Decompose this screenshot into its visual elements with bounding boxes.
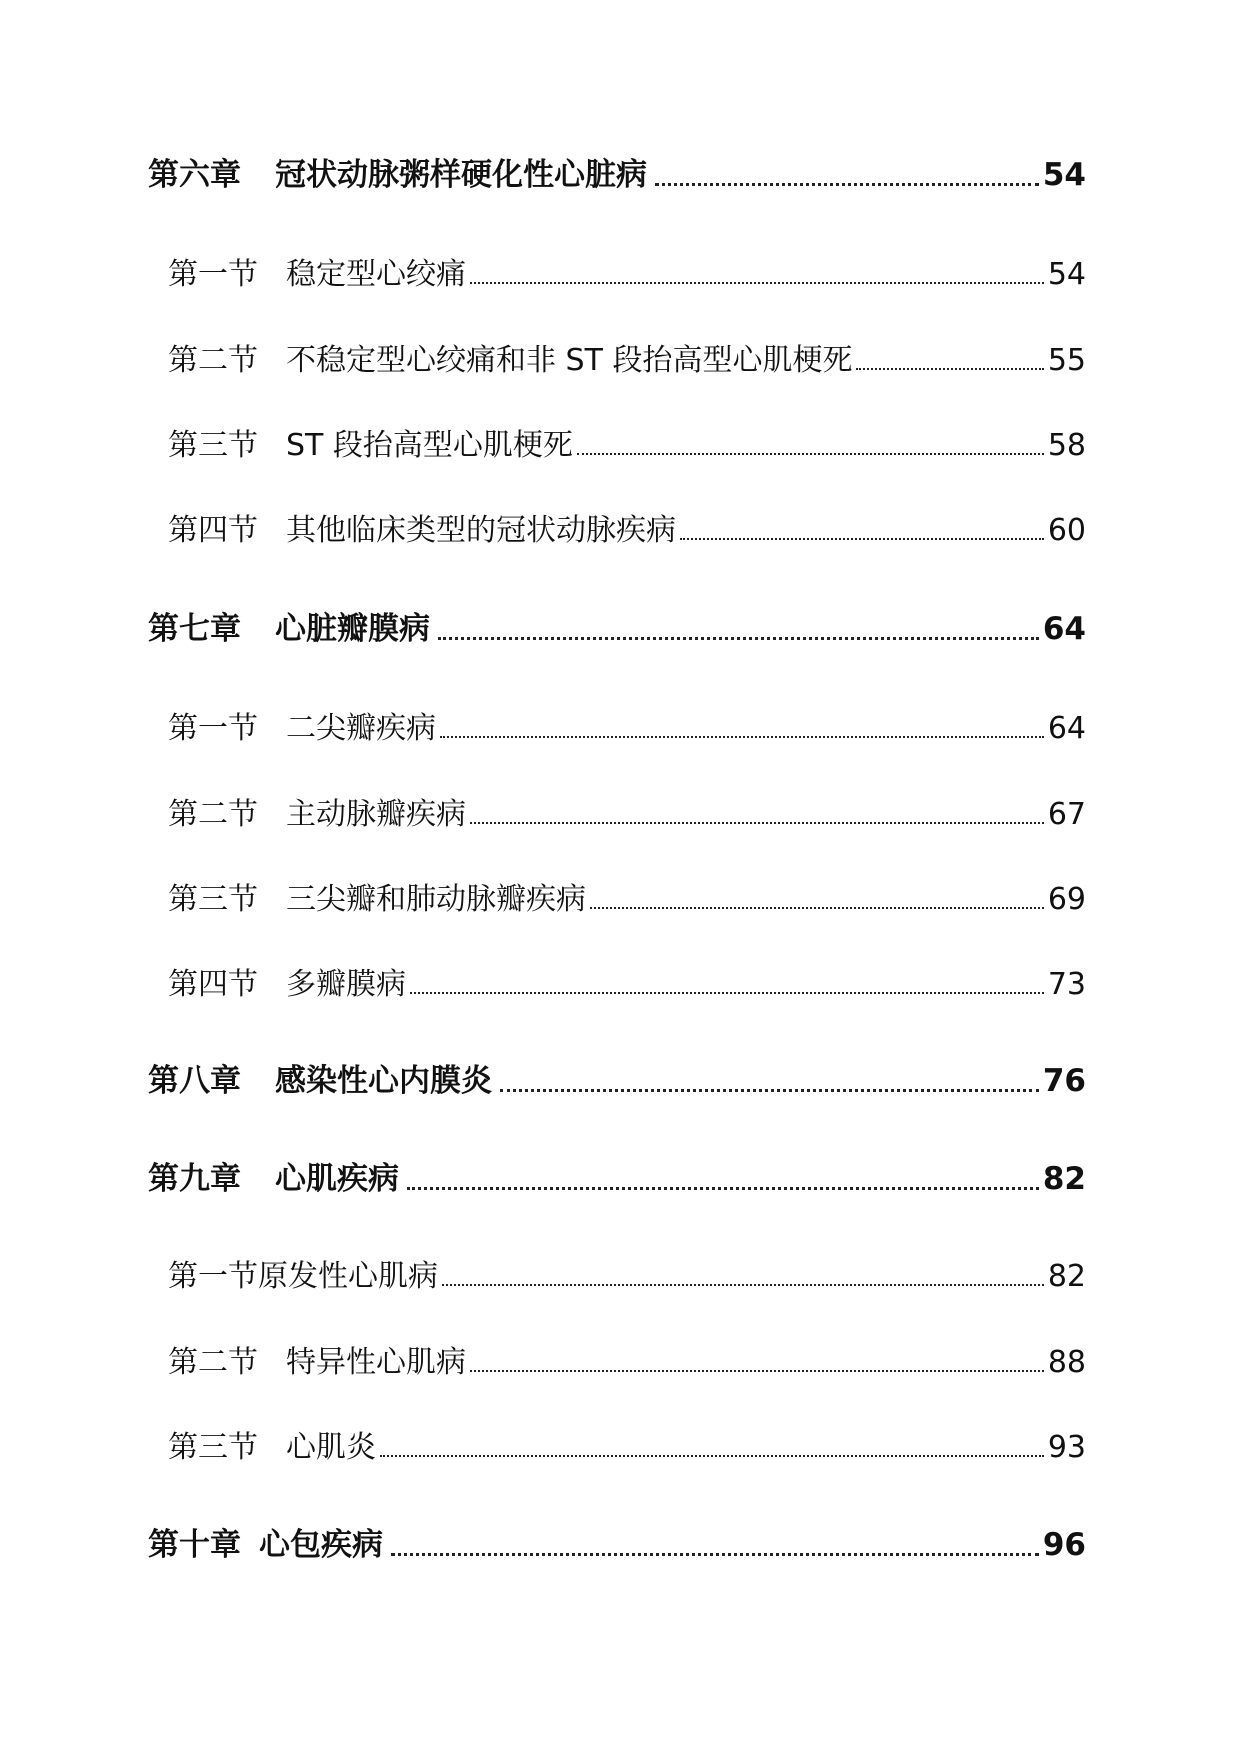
section-title: 不稳定型心绞痛和非 ST 段抬高型心肌梗死: [286, 343, 853, 378]
chapter-label: 第九章: [148, 1161, 241, 1197]
dot-leader: [655, 183, 1039, 186]
dot-leader: [590, 907, 1044, 909]
section-title: 多瓣膜病: [286, 967, 406, 1002]
page-number: 76: [1042, 1063, 1086, 1099]
section-label: 第二节: [168, 343, 258, 378]
page-number: 93: [1047, 1430, 1086, 1465]
dot-leader: [470, 1370, 1044, 1372]
page-number: 60: [1047, 513, 1086, 548]
section-label: 第一节: [168, 1259, 258, 1294]
toc-section-6-3[interactable]: [168, 428, 1086, 463]
dot-leader: [470, 822, 1044, 824]
section-title: 心肌炎: [286, 1430, 376, 1465]
page-number: 82: [1042, 1161, 1086, 1197]
toc-section-6-2[interactable]: [168, 343, 1086, 378]
page-number: 64: [1042, 611, 1086, 647]
page-number: 73: [1047, 967, 1086, 1002]
section-label: 第四节: [168, 967, 258, 1002]
chapter-title: 感染性心内膜炎: [275, 1063, 492, 1099]
section-label: 第二节: [168, 1345, 258, 1380]
dot-leader: [470, 282, 1044, 284]
page-number: 54: [1047, 257, 1086, 292]
chapter-label: 第十章: [148, 1527, 241, 1563]
dot-leader: [856, 368, 1043, 370]
page-number: 64: [1047, 711, 1086, 746]
toc-section-9-3[interactable]: [168, 1430, 1086, 1465]
dot-leader: [438, 637, 1039, 640]
page-number: 58: [1047, 428, 1086, 463]
toc-chapter-6[interactable]: [148, 157, 1086, 193]
section-title: ST 段抬高型心肌梗死: [286, 428, 573, 463]
page-number: 96: [1042, 1527, 1086, 1563]
toc-section-7-3[interactable]: [168, 882, 1086, 917]
page-number: 55: [1047, 343, 1086, 378]
chapter-label: 第七章: [148, 611, 241, 647]
toc-chapter-7[interactable]: [148, 611, 1086, 647]
section-label: 第一节: [168, 711, 258, 746]
chapter-title: 心肌疾病: [275, 1161, 399, 1197]
dot-leader: [407, 1187, 1039, 1190]
section-title: 特异性心肌病: [286, 1345, 466, 1380]
page-number: 54: [1042, 157, 1086, 193]
dot-leader: [440, 736, 1044, 738]
toc-section-6-4[interactable]: [168, 513, 1086, 548]
dot-leader: [577, 453, 1044, 455]
dot-leader: [391, 1553, 1039, 1556]
chapter-title: 心包疾病: [259, 1527, 383, 1563]
section-title: 稳定型心绞痛: [286, 257, 466, 292]
toc-section-6-1[interactable]: [168, 257, 1086, 292]
toc-section-7-1[interactable]: [168, 711, 1086, 746]
dot-leader: [680, 538, 1044, 540]
dot-leader: [442, 1284, 1044, 1286]
section-title: 原发性心肌病: [258, 1259, 438, 1294]
page-number: 69: [1047, 882, 1086, 917]
dot-leader: [410, 992, 1044, 994]
section-label: 第三节: [168, 428, 258, 463]
chapter-label: 第六章: [148, 157, 241, 193]
page-number: 88: [1047, 1345, 1086, 1380]
section-label: 第一节: [168, 257, 258, 292]
chapter-title: 心脏瓣膜病: [275, 611, 430, 647]
toc-section-9-1[interactable]: [168, 1259, 1086, 1294]
toc-chapter-10[interactable]: [148, 1527, 1086, 1563]
section-label: 第四节: [168, 513, 258, 548]
dot-leader: [380, 1455, 1044, 1457]
section-label: 第三节: [168, 1430, 258, 1465]
section-label: 第三节: [168, 882, 258, 917]
toc-section-7-4[interactable]: [168, 967, 1086, 1002]
section-title: 其他临床类型的冠状动脉疾病: [286, 513, 676, 548]
toc-section-9-2[interactable]: [168, 1345, 1086, 1380]
dot-leader: [500, 1089, 1039, 1092]
chapter-label: 第八章: [148, 1063, 241, 1099]
toc-chapter-8[interactable]: [148, 1063, 1086, 1099]
toc-section-7-2[interactable]: [168, 797, 1086, 832]
chapter-title: 冠状动脉粥样硬化性心脏病: [275, 157, 647, 193]
page-number: 67: [1047, 797, 1086, 832]
page-number: 82: [1047, 1259, 1086, 1294]
section-label: 第二节: [168, 797, 258, 832]
section-title: 二尖瓣疾病: [286, 711, 436, 746]
section-title: 三尖瓣和肺动脉瓣疾病: [286, 882, 586, 917]
section-title: 主动脉瓣疾病: [286, 797, 466, 832]
toc-chapter-9[interactable]: [148, 1161, 1086, 1197]
